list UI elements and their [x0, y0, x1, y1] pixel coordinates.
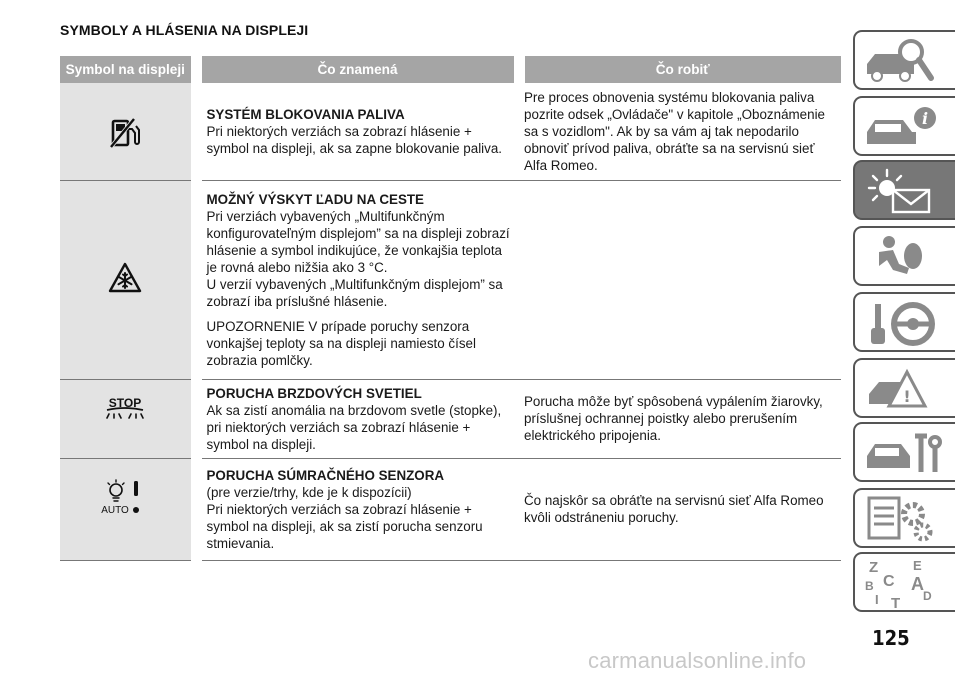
- svg-text:E: E: [913, 558, 922, 573]
- svg-text:!: !: [903, 387, 911, 406]
- action-cell: [519, 180, 841, 379]
- car-info-icon: [861, 102, 951, 154]
- svg-text:D: D: [923, 589, 932, 603]
- row-text-2: U verzií vybavených „Multifunkčným displejom” sa zobrazí iba príslušné hlásenie.: [206, 276, 503, 309]
- action-cell: Porucha môže byť spôsobená vypálením žiarovky, príslušnej ochrannej poistky alebo prerušením elektrického pripojenia.: [519, 379, 841, 458]
- alphabet-index-icon: [861, 558, 951, 610]
- car-tools-icon: [861, 428, 951, 480]
- twilight-sensor-failure-icon: [101, 478, 149, 518]
- tab-accident[interactable]: [853, 358, 955, 418]
- tab-car-tools[interactable]: [853, 422, 955, 482]
- row-title: PORUCHA SÚMRAČNÉHO SENZORA: [206, 467, 445, 483]
- action-cell: Pre proces obnovenia systému blokovania paliva pozrite odsek „Ovládače" v kapitole „Oboznámenie sa s vozidlom". Ak by sa vám aj tak nepodarilo obnoviť prívod paliva, obráťte sa na servisnú sieť Alfa Romeo.: [519, 83, 841, 180]
- svg-text:C: C: [883, 573, 895, 590]
- svg-text:A: A: [911, 574, 924, 594]
- specs-gears-icon: [861, 494, 951, 546]
- svg-text:Z: Z: [869, 559, 879, 576]
- tab-key-steering[interactable]: [853, 292, 955, 352]
- row-text: Pri verziách vybavených „Multifunkčným konfigurovateľným displejom” sa na displeji zobrazí hlásenie a symbol indikujúce, že vonkajšia teplota je rovná alebo nižšia ako 3 °C.: [206, 208, 510, 275]
- tab-specs[interactable]: [853, 488, 955, 548]
- tab-car-info[interactable]: [853, 96, 955, 156]
- meaning-cell: [196, 180, 519, 379]
- tab-alphabet-index[interactable]: [853, 552, 955, 612]
- action-cell: Čo najskôr sa obráťte na servisnú sieť Alfa Romeo kvôli odstráneniu poruchy.: [519, 458, 841, 560]
- row-note: UPOZORNENIE V prípade poruchy senzora vonkajšej teploty sa na displeji namiesto čísel zobrazia pomlčky.: [206, 318, 476, 368]
- row-title: PORUCHA BRZDOVÝCH SVETIEL: [206, 385, 422, 401]
- warning-lights-message-icon: [861, 166, 951, 218]
- symbol-cell: [60, 379, 196, 458]
- svg-text:B: B: [865, 579, 874, 593]
- table-row: [60, 83, 841, 180]
- stop-label: STOP: [109, 395, 142, 410]
- row-text: Pri niektorých verziách sa zobrazí hlásenie + symbol na displeji, ak sa zapne blokovanie paliva.: [206, 123, 503, 156]
- symbols-table: [60, 56, 841, 561]
- tab-airbag[interactable]: [853, 226, 955, 286]
- meaning-cell: [196, 379, 519, 458]
- page-number: 125: [872, 626, 910, 650]
- row-text: (pre verzie/trhy, kde je k dispozícii): [206, 484, 412, 500]
- svg-text:i: i: [921, 109, 929, 128]
- ice-warning-icon: [107, 261, 143, 295]
- brake-light-failure-icon: [103, 395, 147, 425]
- table-row: [60, 458, 841, 560]
- tab-car-search[interactable]: [853, 30, 955, 90]
- car-search-icon: [861, 36, 951, 88]
- row-text: Ak sa zistí anomália na brzdovom svetle (stopke), pri niektorých verziách sa zobrazí hlásenie + symbol na displeji.: [206, 402, 502, 452]
- table-row: [60, 180, 841, 379]
- symbol-cell: [60, 83, 196, 180]
- header-meaning: Čo znamená: [196, 56, 519, 83]
- airbag-passenger-icon: [861, 232, 951, 284]
- watermark: carmanualsonline.info: [588, 648, 807, 673]
- symbol-cell: [60, 458, 196, 560]
- fuel-cutoff-icon: [107, 115, 143, 151]
- row-title: SYSTÉM BLOKOVANIA PALIVA: [206, 106, 405, 122]
- svg-text:I: I: [875, 592, 879, 607]
- meaning-cell: [196, 83, 519, 180]
- row-text-2: Pri niektorých verziách sa zobrazí hlásenie + symbol na displeji, ak sa zistí porucha senzoru stmievania.: [206, 501, 483, 551]
- row-title: MOŽNÝ VÝSKYT ĽADU NA CESTE: [206, 191, 424, 207]
- table-row: [60, 379, 841, 458]
- svg-text:T: T: [891, 595, 901, 610]
- header-action: Čo robiť: [519, 56, 841, 83]
- tab-warning-lights[interactable]: [853, 160, 955, 220]
- car-accident-icon: [861, 364, 951, 416]
- key-steering-wheel-icon: [861, 298, 951, 350]
- header-symbol: Symbol na displeji: [60, 56, 196, 83]
- page-title: SYMBOLY A HLÁSENIA NA DISPLEJI: [60, 22, 309, 38]
- meaning-cell: [196, 458, 519, 560]
- symbol-cell: [60, 180, 196, 379]
- table-header: [60, 56, 841, 83]
- auto-label: AUTO: [101, 505, 130, 516]
